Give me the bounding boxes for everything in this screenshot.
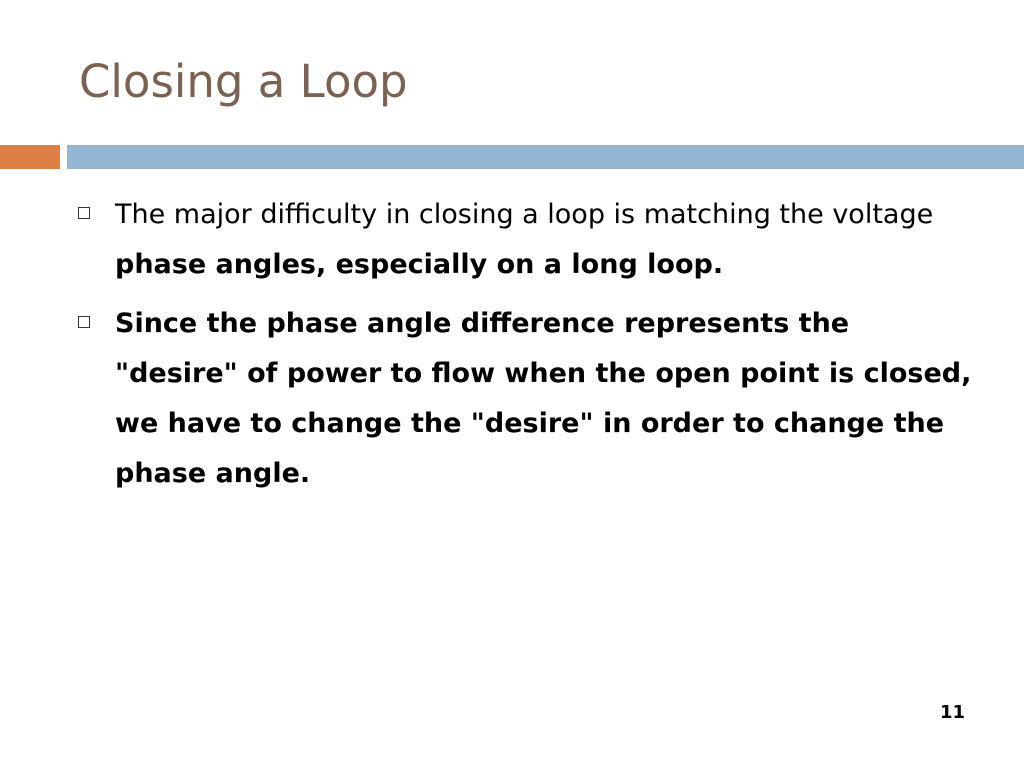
accent-bar-blue (67, 145, 1024, 169)
bullet-bold-text: Since the phase angle difference represents the "desire" of power to flow when the open point is closed, we have to change the "desire" in order to change the phase angle. (115, 308, 972, 489)
slide-title: Closing a Loop (79, 55, 408, 108)
bullet-item (78, 299, 978, 499)
bullet-item (78, 190, 978, 290)
page-number: 11 (940, 702, 966, 723)
hollow-square-bullet-icon (78, 207, 90, 219)
bullet-text (115, 190, 978, 290)
accent-bar-orange (0, 145, 60, 169)
bullet-normal-text: The major difficulty in closing a loop is matching the voltage (115, 199, 934, 230)
bullet-text (115, 299, 978, 499)
hollow-square-bullet-icon (78, 316, 90, 328)
bullet-list (78, 190, 978, 508)
bullet-bold-text: phase angles, especially on a long loop. (115, 249, 724, 280)
